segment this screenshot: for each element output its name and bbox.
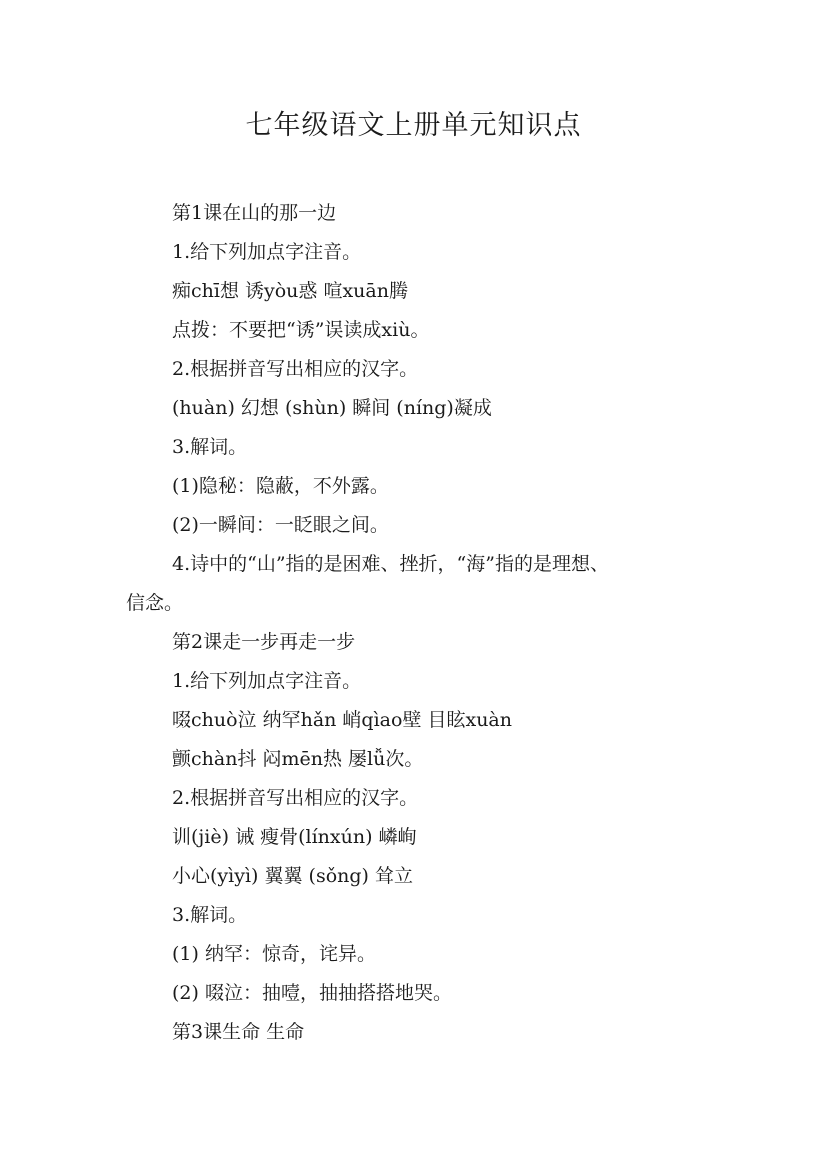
definition-line: (2) 啜泣：抽噎，抽抽搭搭地哭。 [172, 982, 452, 1004]
definition-line: (1)隐秘：隐蔽，不外露。 [172, 475, 389, 497]
page-title: 七年级语文上册单元知识点 [245, 110, 582, 141]
pinyin-line: 痴chī想 诱yòu惑 喧xuān腾 [172, 280, 408, 302]
pinyin-line: 颤chàn抖 闷mēn热 屡lǚ次。 [172, 748, 424, 770]
paragraph-continuation: 信念。 [126, 592, 184, 614]
exercise-prompt: 3.解词。 [172, 436, 248, 458]
exercise-prompt: 2.根据拼音写出相应的汉字。 [172, 358, 419, 380]
exercise-prompt: 1.给下列加点字注音。 [172, 241, 362, 263]
pinyin-line: 训(jiè) 诫 瘦骨(línxún) 嶙峋 [172, 826, 417, 848]
lesson-heading: 第2课走一步再走一步 [172, 631, 356, 653]
exercise-prompt: 3.解词。 [172, 904, 248, 926]
lesson-heading: 第3课生命 生命 [172, 1021, 305, 1043]
pinyin-line: 小心(yìyì) 翼翼 (sǒng) 耸立 [172, 865, 413, 887]
pinyin-line: (huàn) 幻想 (shùn) 瞬间 (níng)凝成 [172, 397, 492, 419]
definition-line: (1) 纳罕：惊奇，诧异。 [172, 943, 376, 965]
document-body [126, 194, 726, 1052]
pinyin-line: 啜chuò泣 纳罕hǎn 峭qìao壁 目眩xuàn [172, 709, 512, 731]
paragraph-line: 4.诗中的“山”指的是困难、挫折，“海”指的是理想、 [172, 553, 609, 575]
tip-line: 点拨：不要把“诱”误读成xiù。 [172, 319, 430, 341]
exercise-prompt: 2.根据拼音写出相应的汉字。 [172, 787, 419, 809]
definition-line: (2)一瞬间：一眨眼之间。 [172, 514, 389, 536]
lesson-heading: 第1课在山的那一边 [172, 202, 337, 224]
exercise-prompt: 1.给下列加点字注音。 [172, 670, 362, 692]
